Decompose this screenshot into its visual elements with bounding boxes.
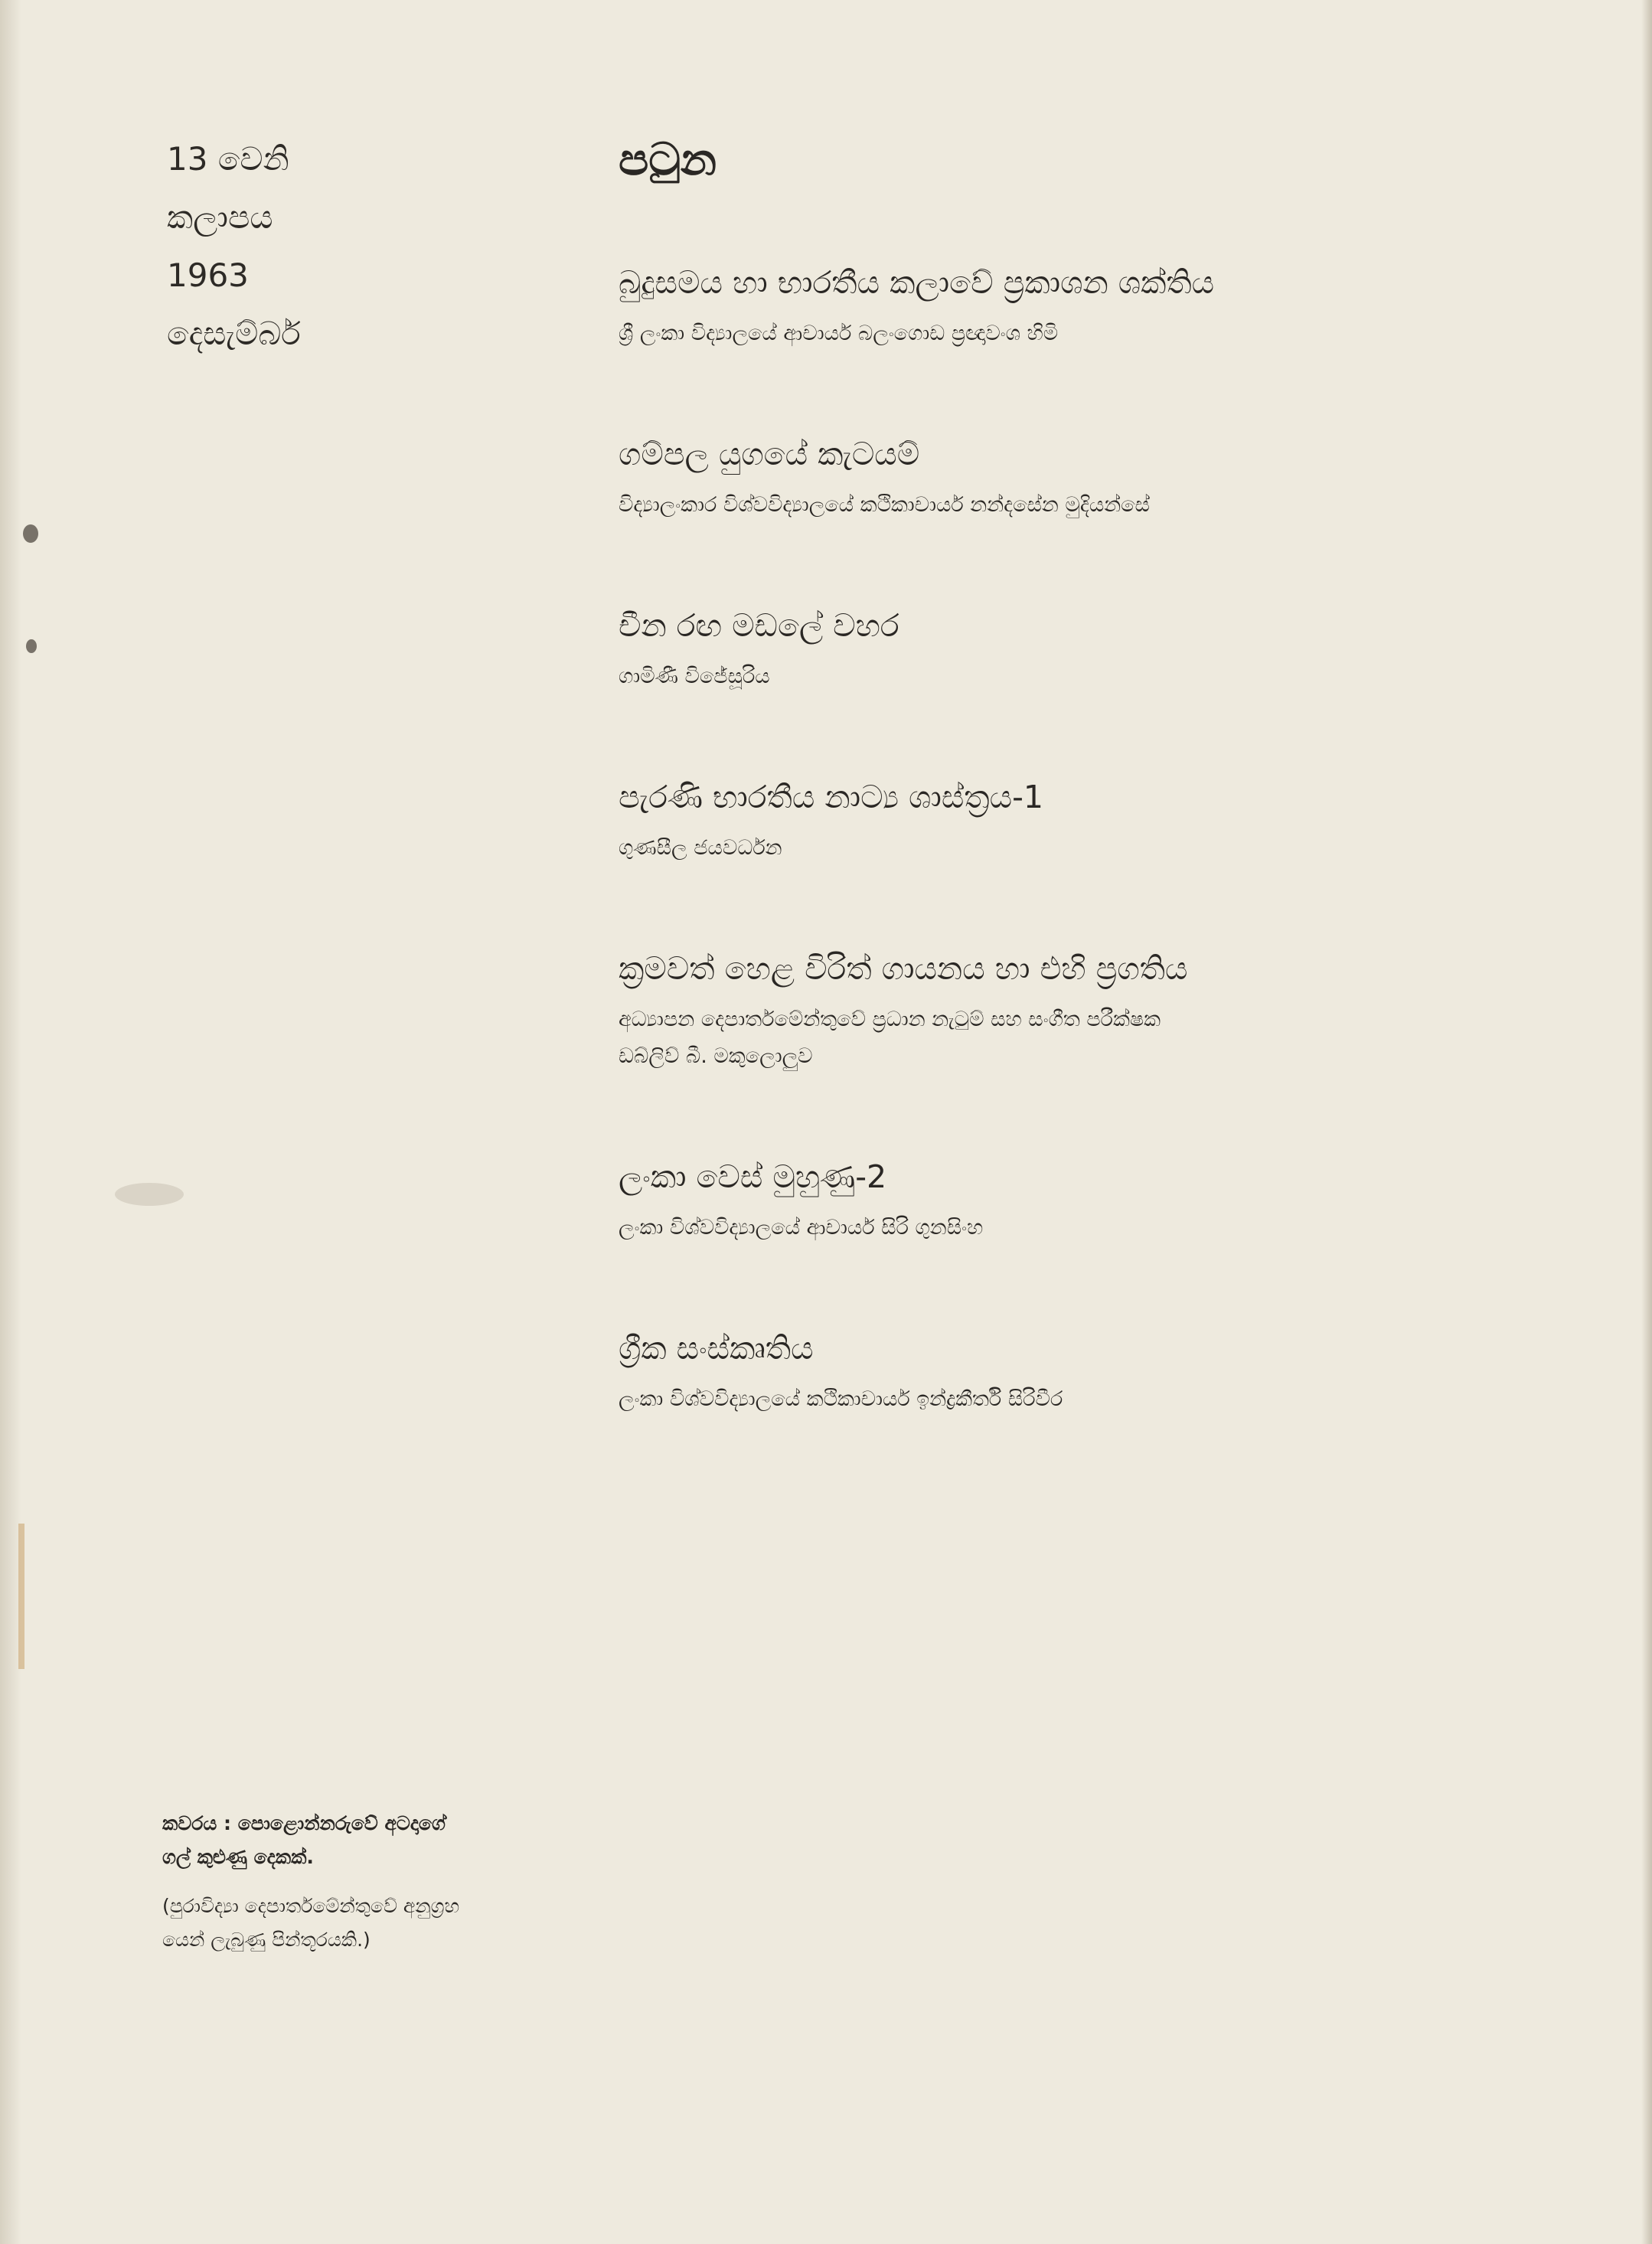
entry-title: ලංකා වෙස් මුහුණු-2 — [619, 1158, 887, 1195]
issue-year: 1963 — [167, 256, 249, 294]
entry-title: පැරණි භාරතීය නාට්‍ය ශාස්ත්‍රය-1 — [619, 779, 1043, 815]
issue-month: දෙසැම්බර් — [167, 315, 301, 352]
cover-caption-line: ගල් කුළුණු දෙකක්. — [162, 1846, 314, 1868]
entry-author: ගුණසීල ජයවර්ධන — [619, 836, 782, 860]
entry-author: ගාමිණී විජේසූරිය — [619, 665, 770, 688]
entry-title: චීන රඟ මඩලේ වහර — [619, 607, 899, 644]
staple-hole — [23, 524, 38, 543]
issue-volume: කලාපය — [167, 198, 273, 236]
entry-title: බුදුසමය හා භාරතීය කලාවේ ප්‍රකාශන ශක්තිය — [619, 264, 1215, 301]
contents-entry — [619, 775, 1568, 867]
contents-entry — [619, 1326, 1568, 1418]
entry-author: විද්‍යාලංකාර විශ්වවිද්‍යාලයේ කථිකාචාර්ය නන්දසේන මුදියන්සේ — [619, 493, 1150, 517]
cover-caption-line: කවරය : පොළොන්නරුවේ අටදාගේ — [162, 1812, 446, 1834]
entry-title: ගම්පල යුගයේ කැටයම් — [619, 436, 920, 472]
entry-title: ග්‍රීක සංස්කෘතිය — [619, 1330, 814, 1367]
entry-author: ලංකා විශ්වවිද්‍යාලයේ කථිකාචාර්ය ඉන්ද්‍රකීර්ති සිරිවීර — [619, 1387, 1063, 1411]
contents-entry — [619, 260, 1568, 352]
contents-heading: පටුන — [619, 133, 717, 185]
contents-entry — [619, 603, 1568, 695]
page-edge-shadow — [1641, 0, 1652, 2244]
table-of-contents — [619, 130, 1568, 1498]
page-spine-shadow — [0, 0, 21, 2244]
cover-note — [162, 1807, 576, 1957]
paper-smudge — [115, 1183, 184, 1206]
staple-hole — [26, 639, 37, 653]
entry-author: ශ්‍රී ලංකා විද්‍යාලයේ ආචාර්ය බලංගොඩ ප්‍රඥාවංශ හිමි — [619, 322, 1059, 345]
contents-entry — [619, 1155, 1568, 1246]
contents-entry — [619, 946, 1568, 1075]
cover-credit-line: (පුරාවිද්‍යා දෙපාර්තමේන්තුවේ අනුග්‍රහ — [162, 1895, 460, 1917]
entry-title: ක්‍රමවත් හෙළ විරිත් ගායනය හා එහි ප්‍රගතිය — [619, 950, 1188, 987]
cover-credit-line: යෙන් ලැබුණු පින්තූරයකි.) — [162, 1929, 371, 1951]
rust-stain — [18, 1524, 24, 1669]
issue-info — [167, 130, 488, 363]
contents-entry — [619, 432, 1568, 524]
issue-number: 13 වෙනි — [167, 140, 289, 178]
entry-author: අධ්‍යාපන දෙපාර්තමේන්තුවේ ප්‍රධාන නැටුම් සහ සංගීත පරීක්ෂක — [619, 1008, 1161, 1031]
entry-author: ඩබ්ලිව් බී. මකුලොලුව — [619, 1044, 813, 1068]
entry-author: ලංකා විශ්වවිද්‍යාලයේ ආචාර්ය සිරි ගුනසිංහ — [619, 1216, 984, 1240]
